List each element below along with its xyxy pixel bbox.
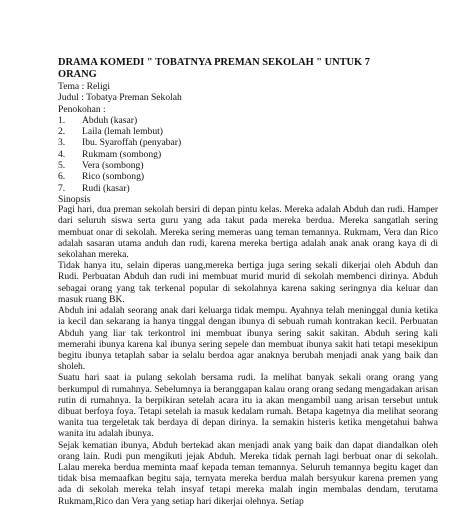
document-title: DRAMA KOMEDI " TOBATNYA PREMAN SEKOLAH " UNTUK 7 ORANG — [58, 57, 370, 80]
cast-item — [58, 149, 438, 160]
cast-number: 5. — [58, 160, 66, 172]
tema-line: Tema : Religi — [58, 81, 111, 92]
synopsis-paragraph: Suatu hari saat ia pulang sekolah bersama rudi. Ia melihat banyak sekali orang orang yang berkumpul di rumahnya. Sebelumnya ia beranggapan kalau orang orang sedang mengadakan arisan rutin di rumahnya. Ia berpikiran setelah acara itu ia akan mengambil uang arisan tersebut untuk dibuat berfoya foya. Tetapi setelah ia masuk kedalam rumah. Betapa kagetnya dia melihat seorang wanita tua tergeletak tak berdaya di depan dirinya. Ia semakin histeris ketika mengetahui bahwa wanita itu adalah ibunya. — [58, 373, 438, 440]
synopsis-paragraph: Tidak hanya itu, selain diperas uang,mereka bertiga juga sering sekali dikerjai oleh Abduh dan Rudi. Perbuatan Abduh dan rudi ini membuat murid murid di sekolah membenci dirinya. Abduh sebagai orang yang tak terkenal popular di sekolahnya karena saking seringnya dia keluar dan masuk ruang BK. — [58, 261, 438, 305]
synopsis-paragraph: Pagi hari, dua preman sekolah bersiri di depan pintu kelas. Mereka adalah Abduh dan rudi. Hamper dari seluruh siswa serta guru yang ada takut pada mereka berdua. Mereka sangatlah sering membuat onar di sekolah. Mereka sering memeras uang teman temannya. Rukmam, Vera dan Rico adalah sasaran utama anduh dan rudi, karena mereka bertiga adalah anak anak orang kaya di di sekolahan mereka. — [58, 205, 438, 261]
cast-item — [58, 160, 438, 171]
judul-line: Judul : Tobatya Preman Sekolah — [58, 92, 182, 104]
cast-list — [58, 115, 438, 194]
cast-number: 3. — [58, 137, 66, 149]
cast-text: Laila (lemah lembut) — [82, 126, 163, 138]
cast-text: Abduh (kasar) — [82, 114, 138, 126]
cast-item — [58, 137, 438, 148]
cast-item — [58, 183, 438, 194]
cast-text: Rico (sombong) — [82, 171, 145, 183]
synopsis-paragraph: Abduh ini adalah seorang anak dari keluarga tidak mempu. Ayahnya telah meninggal dunia ketika ia kecil dan sekarang ia hanya tinggal dengan ibunya di sebuah rumah kontrakan kecil. Perbuatan Abduh yang liar tak terkontrol ini membuat ibunya sering sakit sakitan. Abduh sering kali memerahi ibunya karena kal ibunya sering sepele dan membuat ibunya sakit hati tetapi mesekipun begitu ibunya tetaplah sabar ia selalu berdoa agar anaknya berubah menjadi anak yang baik dan sholeh. — [58, 306, 438, 373]
cast-number: 6. — [58, 171, 66, 183]
cast-text: Ibu. Syaroffah (penyabar) — [82, 137, 182, 149]
cast-number: 7. — [58, 182, 66, 194]
cast-text: Vera (sombong) — [82, 160, 144, 172]
synopsis-body — [58, 205, 438, 507]
cast-item — [58, 126, 438, 137]
cast-text: Rudi (kasar) — [82, 182, 130, 194]
synopsis-paragraph: Sejak kematian ibunya, Abduh bertekad akan menjadi anak yang baik dan dapat diandalkan oleh orang lain. Rudi pun mengikuti jejak Abduh. Mereka tidak pernah lagi berbuat onar di sekolah. Lalau mereka berdua meminta maaf kepada teman temannya. Seluruh temannya begitu kaget dan tidak bisa memaafkan begitu saja, ternyata mereka berdua malah bersyukur karena premen yang ada di sekolah mereka telah insyaf tetapi mereka malah ingin membalas dendam, terutama Rukmam,Rico dan Vera yang setiap hari dikerjai olehnya. Setiap — [58, 440, 438, 507]
sinopsis-label: Sinopsis — [58, 193, 91, 205]
penokohan-label: Penokohan : — [58, 103, 106, 115]
cast-number: 4. — [58, 148, 66, 160]
cast-item — [58, 115, 438, 126]
cast-text: Rukmam (sombong) — [82, 148, 162, 160]
cast-number: 2. — [58, 126, 66, 138]
cast-item — [58, 171, 438, 182]
cast-number: 1. — [58, 114, 66, 126]
